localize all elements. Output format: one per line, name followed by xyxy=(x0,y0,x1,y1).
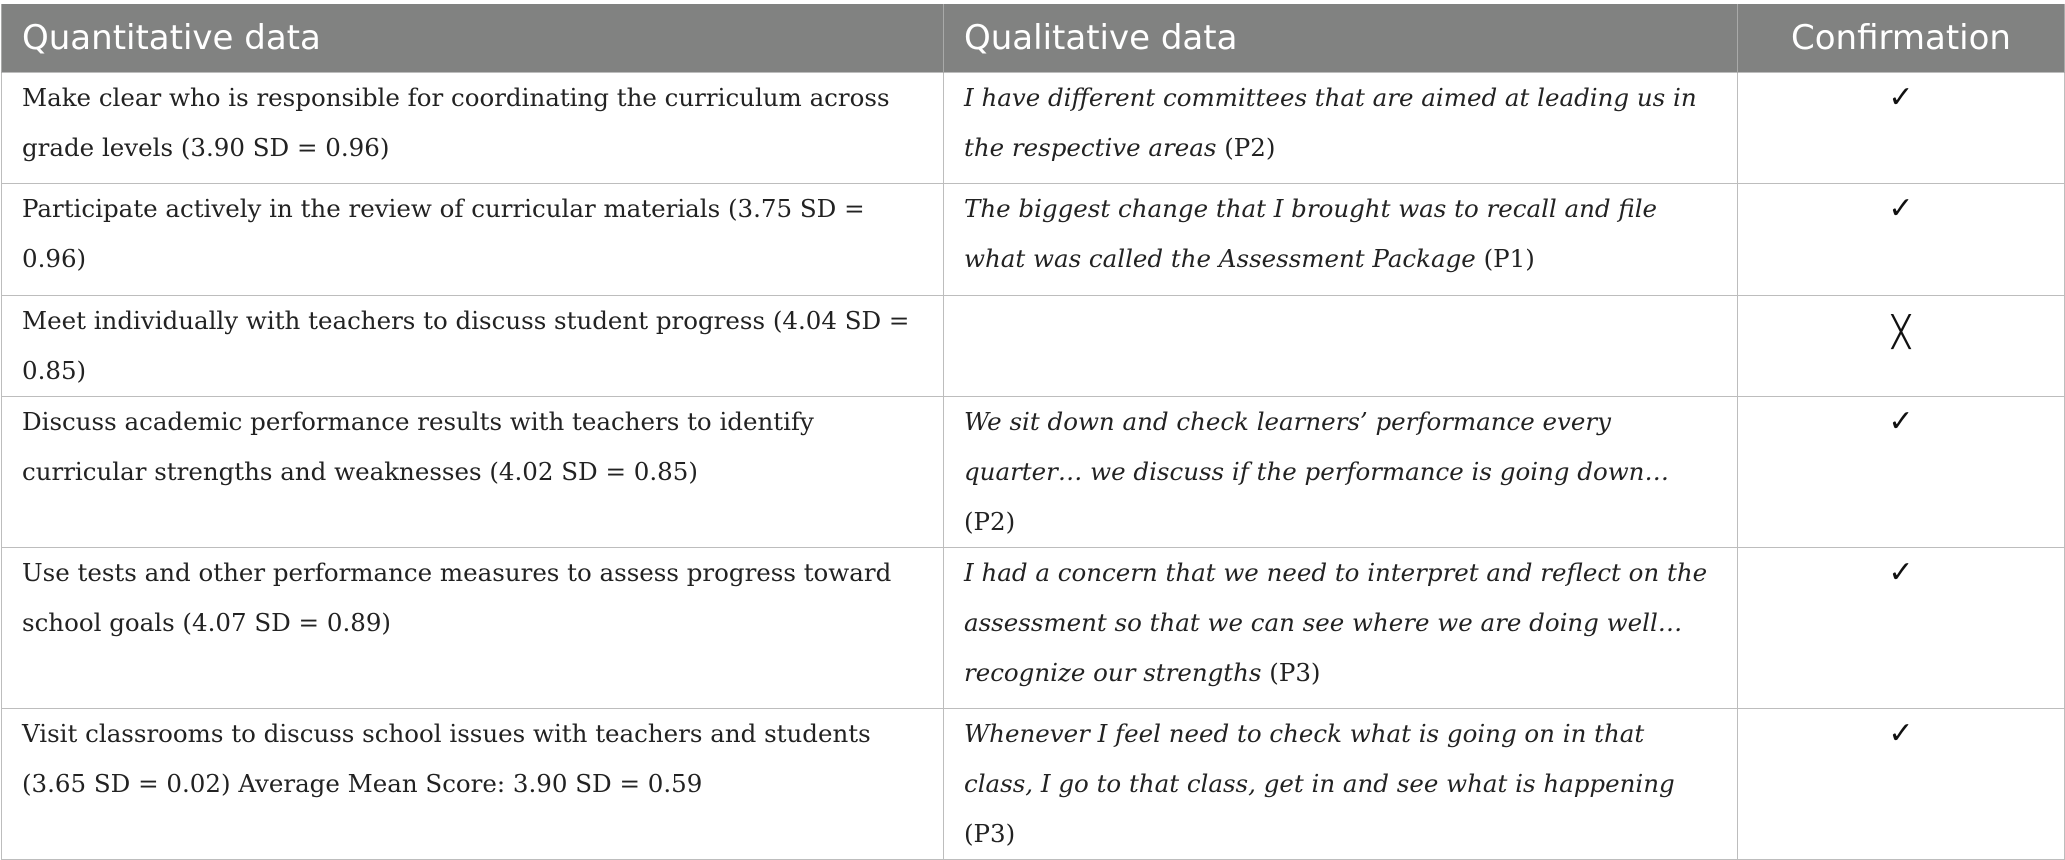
check-icon: ✓ xyxy=(1888,715,1914,751)
qualitative-cell xyxy=(944,295,1738,396)
confirmation-cell xyxy=(1738,547,2065,708)
quantitative-cell: Make clear who is responsible for coordinating the curriculum across grade levels (3.90 SD = 0.96) xyxy=(2,72,944,183)
qualitative-cell xyxy=(944,183,1738,295)
participant-ref: (P2) xyxy=(964,506,1016,536)
participant-ref: (P1) xyxy=(1475,243,1535,273)
qualitative-quote: The biggest change that I brought was to recall and file what was called the Assessment Package xyxy=(964,193,1658,273)
confirmation-cell xyxy=(1738,396,2065,547)
quantitative-cell: Visit classrooms to discuss school issues with teachers and students (3.65 SD = 0.02) Average Mean Score: 3.90 SD = 0.59 xyxy=(2,708,944,859)
table-row xyxy=(2,295,2065,396)
qualitative-quote: I had a concern that we need to interpret and reflect on the assessment so that we can see where we are doing well… recognize our strengths xyxy=(964,557,1708,687)
quantitative-cell: Use tests and other performance measures to assess progress toward school goals (4.07 SD = 0.89) xyxy=(2,547,944,708)
participant-ref: (P2) xyxy=(1216,132,1276,162)
qualitative-cell xyxy=(944,708,1738,859)
confirmation-cell xyxy=(1738,708,2065,859)
confirmation-cell xyxy=(1738,183,2065,295)
cross-icon: ╳ xyxy=(1891,314,1911,350)
quantitative-cell: Meet individually with teachers to discuss student progress (4.04 SD = 0.85) xyxy=(2,295,944,396)
participant-ref: (P3) xyxy=(1261,657,1321,687)
check-icon: ✓ xyxy=(1888,403,1914,439)
qualitative-quote: I have different committees that are aimed at leading us in the respective areas xyxy=(964,82,1697,162)
participant-ref: (P3) xyxy=(964,818,1016,848)
header-quantitative: Quantitative data xyxy=(2,4,944,72)
header-qualitative: Qualitative data xyxy=(944,4,1738,72)
qualitative-quote: We sit down and check learners’ performance every quarter… we discuss if the performance is going down… xyxy=(964,406,1669,486)
quantitative-cell: Discuss academic performance results with teachers to identify curricular strengths and weaknesses (4.02 SD = 0.85) xyxy=(2,396,944,547)
header-confirmation: Confirmation xyxy=(1738,4,2065,72)
check-icon: ✓ xyxy=(1888,79,1914,115)
qualitative-cell xyxy=(944,72,1738,183)
quantitative-cell: Participate actively in the review of curricular materials (3.75 SD = 0.96) xyxy=(2,183,944,295)
check-icon: ✓ xyxy=(1888,554,1914,590)
confirmation-cell xyxy=(1738,295,2065,396)
qualitative-cell xyxy=(944,547,1738,708)
table-row xyxy=(2,72,2065,183)
qualitative-quote: Whenever I feel need to check what is going on in that class, I go to that class, get in and see what is happening xyxy=(964,718,1675,798)
confirmation-cell xyxy=(1738,72,2065,183)
table-row xyxy=(2,547,2065,708)
table-row xyxy=(2,396,2065,547)
table-header-row xyxy=(2,4,2065,72)
data-comparison-table xyxy=(1,4,2065,860)
table-row xyxy=(2,183,2065,295)
table-row xyxy=(2,708,2065,859)
check-icon: ✓ xyxy=(1888,190,1914,226)
qualitative-cell xyxy=(944,396,1738,547)
